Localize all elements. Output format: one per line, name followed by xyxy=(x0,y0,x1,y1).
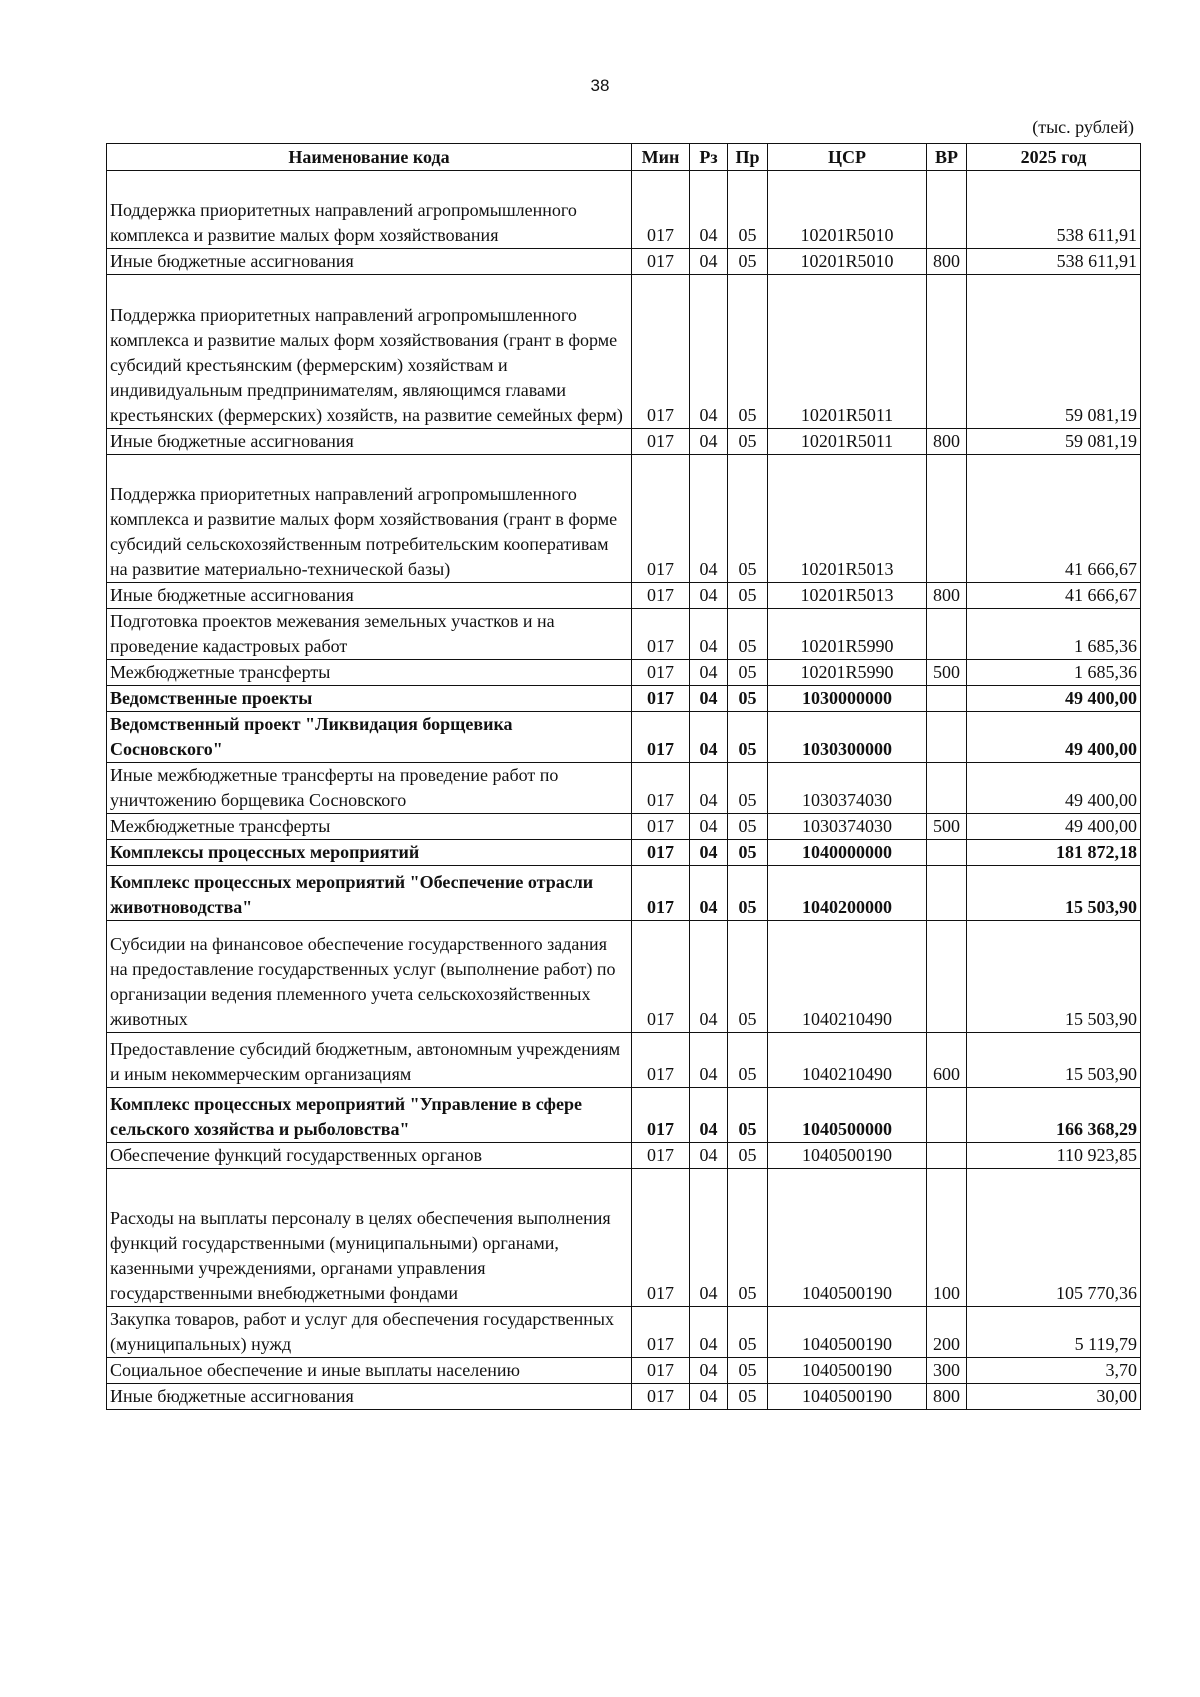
cell-csr: 1040500190 xyxy=(768,1169,927,1307)
cell-rz: 04 xyxy=(690,866,728,921)
cell-rz: 04 xyxy=(690,1169,728,1307)
cell-sum: 49 400,00 xyxy=(967,763,1141,814)
cell-min: 017 xyxy=(632,1358,690,1384)
cell-vr xyxy=(927,1143,967,1169)
cell-vr xyxy=(927,866,967,921)
cell-rz: 04 xyxy=(690,583,728,609)
cell-min: 017 xyxy=(632,583,690,609)
cell-rz: 04 xyxy=(690,686,728,712)
cell-name: Иные бюджетные ассигнования xyxy=(107,429,632,455)
table-row xyxy=(107,660,1141,686)
cell-pr: 05 xyxy=(728,1169,768,1307)
cell-vr xyxy=(927,171,967,249)
cell-csr: 1030374030 xyxy=(768,814,927,840)
cell-rz: 04 xyxy=(690,814,728,840)
table-row xyxy=(107,1088,1141,1143)
cell-csr: 1040000000 xyxy=(768,840,927,866)
cell-csr: 10201R5013 xyxy=(768,455,927,583)
cell-name: Поддержка приоритетных направлений агропромышленного комплекса и развитие малых форм хозяйствования (грант в форме субсидий крестьянским (фермерским) хозяйствам и индивидуальным предпринимателям, являющимся главами крестьянских (фермерских) хозяйств, на развитие семейных ферм) xyxy=(107,275,632,429)
cell-pr: 05 xyxy=(728,686,768,712)
table-row xyxy=(107,1358,1141,1384)
cell-rz: 04 xyxy=(690,1088,728,1143)
cell-vr: 600 xyxy=(927,1033,967,1088)
header-pr: Пр xyxy=(728,144,768,171)
table-row xyxy=(107,712,1141,763)
cell-min: 017 xyxy=(632,921,690,1033)
cell-name: Ведомственные проекты xyxy=(107,686,632,712)
cell-vr xyxy=(927,686,967,712)
cell-sum: 15 503,90 xyxy=(967,921,1141,1033)
cell-name: Субсидии на финансовое обеспечение государственного задания на предоставление государственных услуг (выполнение работ) по организации ведения племенного учета сельскохозяйственных животных xyxy=(107,921,632,1033)
cell-pr: 05 xyxy=(728,249,768,275)
cell-name: Иные межбюджетные трансферты на проведение работ по уничтожению борщевика Сосновского xyxy=(107,763,632,814)
cell-rz: 04 xyxy=(690,455,728,583)
cell-pr: 05 xyxy=(728,171,768,249)
cell-sum: 538 611,91 xyxy=(967,249,1141,275)
cell-name: Межбюджетные трансферты xyxy=(107,814,632,840)
cell-min: 017 xyxy=(632,1088,690,1143)
cell-vr: 800 xyxy=(927,429,967,455)
cell-vr xyxy=(927,275,967,429)
cell-pr: 05 xyxy=(728,609,768,660)
cell-min: 017 xyxy=(632,1143,690,1169)
cell-sum: 41 666,67 xyxy=(967,583,1141,609)
table-row xyxy=(107,921,1141,1033)
cell-pr: 05 xyxy=(728,660,768,686)
header-min: Мин xyxy=(632,144,690,171)
cell-name: Подготовка проектов межевания земельных участков и на проведение кадастровых работ xyxy=(107,609,632,660)
cell-min: 017 xyxy=(632,171,690,249)
cell-csr: 1040500190 xyxy=(768,1143,927,1169)
cell-min: 017 xyxy=(632,814,690,840)
cell-pr: 05 xyxy=(728,866,768,921)
cell-sum: 15 503,90 xyxy=(967,866,1141,921)
cell-name: Иные бюджетные ассигнования xyxy=(107,583,632,609)
cell-pr: 05 xyxy=(728,1307,768,1358)
budget-table xyxy=(106,143,1141,1410)
cell-vr xyxy=(927,840,967,866)
cell-csr: 1040500190 xyxy=(768,1307,927,1358)
cell-pr: 05 xyxy=(728,1088,768,1143)
table-row xyxy=(107,429,1141,455)
cell-csr: 10201R5013 xyxy=(768,583,927,609)
cell-vr: 500 xyxy=(927,660,967,686)
cell-name: Комплекс процессных мероприятий "Обеспечение отрасли животноводства" xyxy=(107,866,632,921)
cell-sum: 49 400,00 xyxy=(967,712,1141,763)
cell-min: 017 xyxy=(632,455,690,583)
cell-vr xyxy=(927,712,967,763)
cell-csr: 1040500190 xyxy=(768,1358,927,1384)
cell-sum: 105 770,36 xyxy=(967,1169,1141,1307)
header-vr: ВР xyxy=(927,144,967,171)
cell-rz: 04 xyxy=(690,840,728,866)
cell-rz: 04 xyxy=(690,249,728,275)
table-row xyxy=(107,275,1141,429)
cell-name: Поддержка приоритетных направлений агропромышленного комплекса и развитие малых форм хозяйствования xyxy=(107,171,632,249)
cell-sum: 41 666,67 xyxy=(967,455,1141,583)
table-row xyxy=(107,866,1141,921)
cell-pr: 05 xyxy=(728,921,768,1033)
cell-name: Межбюджетные трансферты xyxy=(107,660,632,686)
cell-name: Социальное обеспечение и иные выплаты населению xyxy=(107,1358,632,1384)
cell-name: Ведомственный проект "Ликвидация борщевика Сосновского" xyxy=(107,712,632,763)
table-row xyxy=(107,1033,1141,1088)
cell-sum: 3,70 xyxy=(967,1358,1141,1384)
table-row xyxy=(107,1307,1141,1358)
cell-rz: 04 xyxy=(690,1307,728,1358)
cell-min: 017 xyxy=(632,866,690,921)
cell-rz: 04 xyxy=(690,429,728,455)
cell-vr: 800 xyxy=(927,249,967,275)
cell-min: 017 xyxy=(632,1033,690,1088)
cell-sum: 49 400,00 xyxy=(967,814,1141,840)
cell-min: 017 xyxy=(632,429,690,455)
cell-sum: 181 872,18 xyxy=(967,840,1141,866)
cell-csr: 1040200000 xyxy=(768,866,927,921)
cell-name: Обеспечение функций государственных органов xyxy=(107,1143,632,1169)
cell-vr: 200 xyxy=(927,1307,967,1358)
cell-name: Иные бюджетные ассигнования xyxy=(107,249,632,275)
cell-name: Предоставление субсидий бюджетным, автономным учреждениям и иным некоммерческим организациям xyxy=(107,1033,632,1088)
cell-min: 017 xyxy=(632,763,690,814)
cell-sum: 5 119,79 xyxy=(967,1307,1141,1358)
cell-min: 017 xyxy=(632,686,690,712)
table-row xyxy=(107,249,1141,275)
cell-min: 017 xyxy=(632,1384,690,1410)
table-row xyxy=(107,1384,1141,1410)
cell-sum: 49 400,00 xyxy=(967,686,1141,712)
cell-rz: 04 xyxy=(690,1384,728,1410)
cell-min: 017 xyxy=(632,275,690,429)
table-row xyxy=(107,583,1141,609)
table-header-row xyxy=(107,144,1141,171)
cell-sum: 1 685,36 xyxy=(967,660,1141,686)
cell-pr: 05 xyxy=(728,455,768,583)
cell-rz: 04 xyxy=(690,921,728,1033)
cell-min: 017 xyxy=(632,1307,690,1358)
cell-pr: 05 xyxy=(728,583,768,609)
cell-sum: 166 368,29 xyxy=(967,1088,1141,1143)
cell-csr: 1040500000 xyxy=(768,1088,927,1143)
cell-csr: 10201R5010 xyxy=(768,249,927,275)
cell-csr: 1040210490 xyxy=(768,1033,927,1088)
cell-vr: 100 xyxy=(927,1169,967,1307)
cell-sum: 538 611,91 xyxy=(967,171,1141,249)
cell-pr: 05 xyxy=(728,1033,768,1088)
header-rz: Рз xyxy=(690,144,728,171)
table-row xyxy=(107,686,1141,712)
cell-vr: 800 xyxy=(927,583,967,609)
table-body xyxy=(107,171,1141,1410)
cell-min: 017 xyxy=(632,712,690,763)
header-year: 2025 год xyxy=(967,144,1141,171)
cell-csr: 1040500190 xyxy=(768,1384,927,1410)
cell-csr: 10201R5990 xyxy=(768,609,927,660)
cell-pr: 05 xyxy=(728,275,768,429)
cell-csr: 10201R5011 xyxy=(768,429,927,455)
cell-vr xyxy=(927,921,967,1033)
cell-pr: 05 xyxy=(728,712,768,763)
table-row xyxy=(107,840,1141,866)
cell-pr: 05 xyxy=(728,1143,768,1169)
header-name: Наименование кода xyxy=(107,144,632,171)
cell-name: Расходы на выплаты персоналу в целях обеспечения выполнения функций государственными (муниципальными) органами, казенными учреждениями, органами управления государственными внебюджетными фондами xyxy=(107,1169,632,1307)
cell-name: Закупка товаров, работ и услуг для обеспечения государственных (муниципальных) нужд xyxy=(107,1307,632,1358)
cell-name: Поддержка приоритетных направлений агропромышленного комплекса и развитие малых форм хозяйствования (грант в форме субсидий сельскохозяйственным потребительским кооперативам на развитие материально-технической базы) xyxy=(107,455,632,583)
cell-vr xyxy=(927,609,967,660)
units-label: (тыс. рублей) xyxy=(1032,117,1134,137)
cell-pr: 05 xyxy=(728,1358,768,1384)
table-row xyxy=(107,609,1141,660)
cell-min: 017 xyxy=(632,840,690,866)
cell-rz: 04 xyxy=(690,275,728,429)
cell-pr: 05 xyxy=(728,814,768,840)
cell-vr: 300 xyxy=(927,1358,967,1384)
cell-csr: 10201R5990 xyxy=(768,660,927,686)
cell-pr: 05 xyxy=(728,763,768,814)
cell-name: Комплексы процессных мероприятий xyxy=(107,840,632,866)
cell-min: 017 xyxy=(632,249,690,275)
cell-rz: 04 xyxy=(690,712,728,763)
cell-min: 017 xyxy=(632,609,690,660)
cell-name: Иные бюджетные ассигнования xyxy=(107,1384,632,1410)
cell-sum: 30,00 xyxy=(967,1384,1141,1410)
cell-csr: 10201R5011 xyxy=(768,275,927,429)
cell-rz: 04 xyxy=(690,171,728,249)
header-csr: ЦСР xyxy=(768,144,927,171)
table-row xyxy=(107,763,1141,814)
cell-vr: 800 xyxy=(927,1384,967,1410)
cell-sum: 59 081,19 xyxy=(967,275,1141,429)
page-number: 38 xyxy=(590,76,610,95)
cell-csr: 10201R5010 xyxy=(768,171,927,249)
cell-sum: 1 685,36 xyxy=(967,609,1141,660)
cell-rz: 04 xyxy=(690,609,728,660)
table-row xyxy=(107,1169,1141,1307)
cell-pr: 05 xyxy=(728,429,768,455)
cell-name: Комплекс процессных мероприятий "Управление в сфере сельского хозяйства и рыболовства" xyxy=(107,1088,632,1143)
cell-vr: 500 xyxy=(927,814,967,840)
cell-rz: 04 xyxy=(690,1143,728,1169)
cell-csr: 1030000000 xyxy=(768,686,927,712)
cell-csr: 1030300000 xyxy=(768,712,927,763)
table-row xyxy=(107,814,1141,840)
cell-rz: 04 xyxy=(690,1033,728,1088)
cell-rz: 04 xyxy=(690,763,728,814)
cell-min: 017 xyxy=(632,1169,690,1307)
table-row xyxy=(107,455,1141,583)
table-row xyxy=(107,171,1141,249)
cell-csr: 1030374030 xyxy=(768,763,927,814)
cell-rz: 04 xyxy=(690,660,728,686)
cell-sum: 59 081,19 xyxy=(967,429,1141,455)
table-row xyxy=(107,1143,1141,1169)
cell-pr: 05 xyxy=(728,1384,768,1410)
cell-sum: 15 503,90 xyxy=(967,1033,1141,1088)
cell-min: 017 xyxy=(632,660,690,686)
cell-csr: 1040210490 xyxy=(768,921,927,1033)
cell-vr xyxy=(927,763,967,814)
cell-vr xyxy=(927,1088,967,1143)
cell-vr xyxy=(927,455,967,583)
cell-sum: 110 923,85 xyxy=(967,1143,1141,1169)
cell-rz: 04 xyxy=(690,1358,728,1384)
cell-pr: 05 xyxy=(728,840,768,866)
